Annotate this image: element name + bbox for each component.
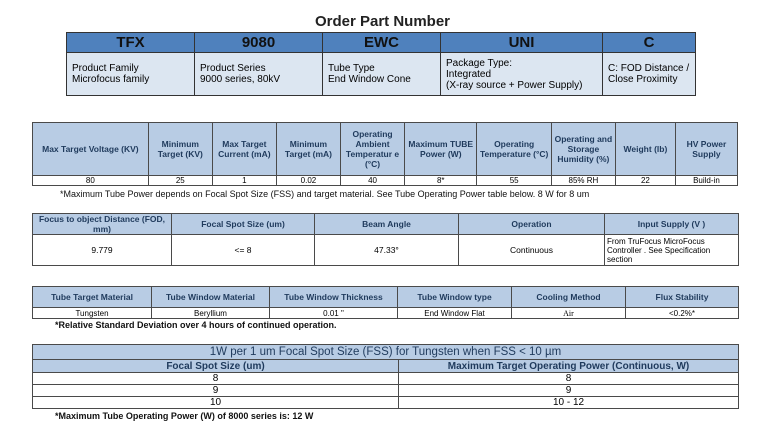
fss-cell: 9: [399, 385, 739, 397]
spec-value: 55: [477, 176, 551, 186]
fod-header: Input Supply (V ): [605, 214, 739, 235]
material-value: End Window Flat: [398, 308, 512, 319]
desc-tube-type: Tube Type End Window Cone: [323, 53, 441, 96]
fss-title: 1W per 1 um Focal Spot Size (FSS) for Tungsten when FSS < 10 µm: [33, 345, 739, 360]
fod-value: Continuous: [459, 235, 605, 266]
material-value: <0.2%*: [626, 308, 739, 319]
spec-header: Operating Ambient Temperatur e (°C): [341, 123, 405, 176]
fod-value: 47.33°: [315, 235, 459, 266]
fss-cell: 9: [33, 385, 399, 397]
fod-header: Operation: [459, 214, 605, 235]
material-value: Air: [512, 308, 626, 319]
desc-package: Package Type: Integrated (X-ray source + Power Supply): [441, 53, 603, 96]
spec-header: Max Target Voltage (KV): [33, 123, 149, 176]
note-power: *Maximum Tube Power depends on Focal Spot Size (FSS) and target material. See Tube Operating Power table below. 8 W for 8 um: [60, 189, 590, 199]
desc-series: Product Series 9000 series, 80kV: [195, 53, 323, 96]
material-header: Tube Window Thickness: [270, 287, 398, 308]
fod-value: From TruFocus MicroFocus Controller . See Specification section: [605, 235, 739, 266]
fss-header: Focal Spot Size (um): [33, 360, 399, 373]
spec-value: 40: [341, 176, 405, 186]
spec-header: Maximum TUBE Power (W): [405, 123, 477, 176]
spec-value: 8*: [405, 176, 477, 186]
code-tube-type: EWC: [323, 33, 441, 53]
spec-value: 22: [615, 176, 675, 186]
note-max-power: *Maximum Tube Operating Power (W) of 8000 series is: 12 W: [55, 411, 314, 421]
spec-header: Minimum Target (KV): [148, 123, 212, 176]
fss-cell: 10: [33, 397, 399, 409]
order-part-number-table: [66, 32, 696, 96]
spec-header: Max Target Current (mA): [212, 123, 276, 176]
fss-cell: 8: [33, 373, 399, 385]
spec-value: 85% RH: [551, 176, 615, 186]
fod-value: <= 8: [172, 235, 315, 266]
spec-header: HV Power Supply: [675, 123, 737, 176]
fod-header: Focus to object Distance (FOD, mm): [33, 214, 172, 235]
material-header: Cooling Method: [512, 287, 626, 308]
fod-header: Beam Angle: [315, 214, 459, 235]
material-value: 0.01 ": [270, 308, 398, 319]
fss-power-table: [32, 344, 739, 409]
material-table: [32, 286, 739, 319]
material-header: Flux Stability: [626, 287, 739, 308]
fss-cell: 8: [399, 373, 739, 385]
spec-value: Build-in: [675, 176, 737, 186]
desc-fod: C: FOD Distance / Close Proximity: [603, 53, 696, 96]
code-series: 9080: [195, 33, 323, 53]
spec-header: Minimum Target (mA): [276, 123, 340, 176]
spec-header: Weight (lb): [615, 123, 675, 176]
code-fod: C: [603, 33, 696, 53]
material-value: Tungsten: [33, 308, 152, 319]
fss-cell: 10 - 12: [399, 397, 739, 409]
note-rsd: *Relative Standard Deviation over 4 hours of continued operation.: [55, 320, 337, 330]
fod-table: [32, 213, 739, 266]
spec-table: [32, 122, 738, 186]
spec-value: 0.02: [276, 176, 340, 186]
material-header: Tube Target Material: [33, 287, 152, 308]
spec-value: 80: [33, 176, 149, 186]
spec-value: 1: [212, 176, 276, 186]
fss-header: Maximum Target Operating Power (Continuous, W): [399, 360, 739, 373]
fod-header: Focal Spot Size (um): [172, 214, 315, 235]
spec-value: 25: [148, 176, 212, 186]
material-header: Tube Window type: [398, 287, 512, 308]
spec-header: Operating and Storage Humidity (%): [551, 123, 615, 176]
fod-value: 9.779: [33, 235, 172, 266]
material-value: Beryllium: [152, 308, 270, 319]
material-header: Tube Window Material: [152, 287, 270, 308]
code-package: UNI: [441, 33, 603, 53]
page-title: Order Part Number: [314, 13, 451, 30]
desc-family: Product Family Microfocus family: [67, 53, 195, 96]
spec-header: Operating Temperature (°C): [477, 123, 551, 176]
code-family: TFX: [67, 33, 195, 53]
